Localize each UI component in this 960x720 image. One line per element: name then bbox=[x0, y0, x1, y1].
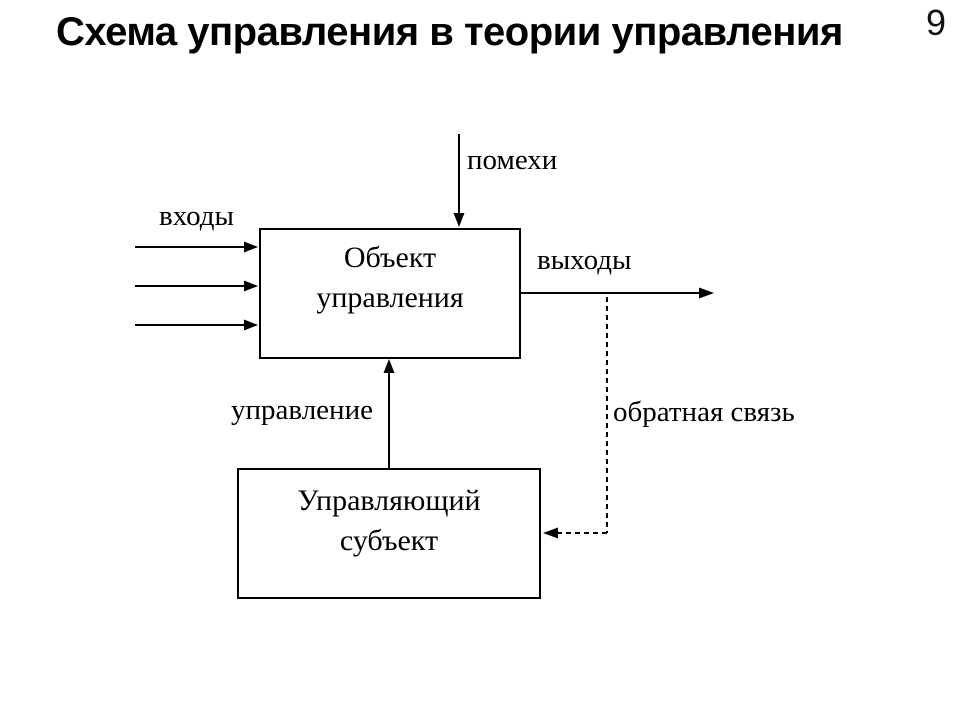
control-object-label-line2: управления bbox=[316, 281, 464, 314]
disturbances-label: помехи bbox=[467, 144, 558, 176]
page-number: 9 bbox=[925, 2, 946, 43]
control-object-label-line1: Объект bbox=[343, 241, 437, 274]
inputs-label: входы bbox=[159, 200, 234, 232]
output-arrow bbox=[521, 288, 714, 299]
outputs-label: выходы bbox=[537, 244, 632, 276]
disturbance-arrow bbox=[454, 134, 465, 227]
input-arrows bbox=[135, 242, 258, 331]
control-arrow bbox=[384, 359, 395, 468]
controlling-subject-box bbox=[237, 468, 541, 599]
feedback-connector bbox=[543, 297, 607, 539]
controlling-subject-label-line1: Управляющий bbox=[297, 484, 481, 517]
controlling-subject-label-line2: субъект bbox=[339, 524, 439, 557]
slide-title: Схема управления в теории управления bbox=[56, 10, 843, 54]
control-label: управление bbox=[231, 394, 373, 426]
control-object-box bbox=[259, 228, 521, 359]
feedback-label: обратная связь bbox=[613, 396, 795, 428]
